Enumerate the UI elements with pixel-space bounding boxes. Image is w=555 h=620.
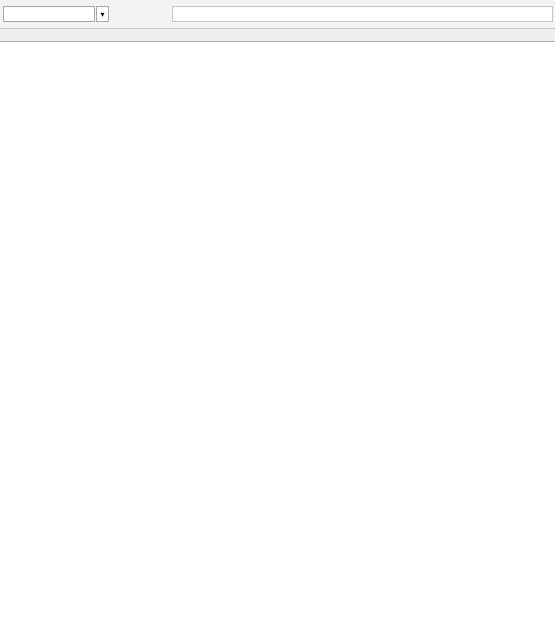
formula-input[interactable] [172, 6, 553, 22]
sum-dropdown-icon[interactable] [149, 6, 157, 22]
function-wizard-icon[interactable] [118, 6, 134, 22]
column-header-row [0, 29, 555, 42]
formula-bar [0, 0, 555, 29]
name-box[interactable] [3, 6, 95, 22]
sum-icon[interactable] [136, 6, 150, 22]
name-box-dropdown-icon[interactable]: ▾ [96, 6, 109, 22]
formula-equals-icon[interactable] [158, 6, 170, 22]
spreadsheet-grid[interactable] [0, 29, 555, 620]
